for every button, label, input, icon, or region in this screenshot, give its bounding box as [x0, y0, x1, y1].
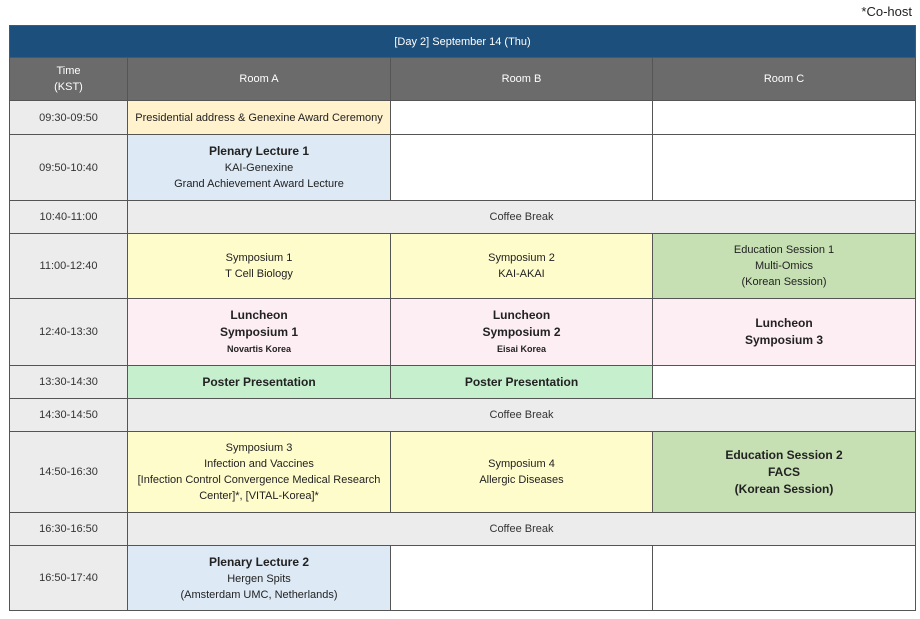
day-title-row: [10, 26, 916, 58]
table-row: [10, 366, 916, 399]
session-cell: Symposium 4 Allergic Diseases: [391, 432, 653, 513]
session-cell: Plenary Lecture 2 Hergen Spits (Amsterdam UMC, Netherlands): [128, 546, 391, 611]
coffee-break-cell: Coffee Break: [128, 513, 916, 546]
session-title: Plenary Lecture 2: [208, 554, 310, 569]
session-cell: Symposium 2 KAI-AKAI: [391, 234, 653, 299]
session-cell: Luncheon Symposium 1 Novartis Korea: [128, 299, 391, 366]
session-cell: Poster Presentation: [391, 366, 653, 399]
time-cell: 12:40-13:30: [10, 299, 128, 366]
header-row: [10, 58, 916, 101]
table-row: [10, 432, 916, 513]
session-title: Plenary Lecture 1: [208, 144, 310, 158]
session-cell: Presidential address & Genexine Award Ceremony: [128, 101, 391, 135]
session-cell: Symposium 3 Infection and Vaccines [Infection Control Convergence Medical Research Center]*, [VITAL-Korea]*: [128, 432, 391, 513]
sponsor-label: Eisai Korea: [496, 344, 547, 354]
time-header: Time (KST): [10, 58, 128, 101]
coffee-break-cell: Coffee Break: [128, 201, 916, 234]
empty-cell: [653, 366, 916, 399]
coffee-break-cell: Coffee Break: [128, 399, 916, 432]
session-cell: Luncheon Symposium 3: [653, 299, 916, 366]
table-row: [10, 399, 916, 432]
empty-cell: [391, 135, 653, 201]
table-row: [10, 101, 916, 135]
time-cell: 14:30-14:50: [10, 399, 128, 432]
time-cell: 13:30-14:30: [10, 366, 128, 399]
cohost-note: *Co-host: [861, 4, 912, 19]
table-row: [10, 299, 916, 366]
time-cell: 09:50-10:40: [10, 135, 128, 201]
session-cell: Poster Presentation: [128, 366, 391, 399]
time-cell: 16:30-16:50: [10, 513, 128, 546]
empty-cell: [653, 546, 916, 611]
session-cell: Plenary Lecture 1 KAI-Genexine Grand Achievement Award Lecture: [128, 135, 391, 201]
time-cell: 10:40-11:00: [10, 201, 128, 234]
time-cell: 14:50-16:30: [10, 432, 128, 513]
room-b-header: Room B: [391, 58, 653, 101]
session-cell: Luncheon Symposium 2 Eisai Korea: [391, 299, 653, 366]
table-row: [10, 513, 916, 546]
session-cell: Education Session 1 Multi-Omics (Korean Session): [653, 234, 916, 299]
sponsor-label: Novartis Korea: [226, 344, 292, 354]
time-cell: 16:50-17:40: [10, 546, 128, 611]
time-cell: 09:30-09:50: [10, 101, 128, 135]
room-c-header: Room C: [653, 58, 916, 101]
empty-cell: [653, 101, 916, 135]
time-cell: 11:00-12:40: [10, 234, 128, 299]
session-cell: Education Session 2 FACS (Korean Session): [653, 432, 916, 513]
table-row: [10, 234, 916, 299]
day-title: [Day 2] September 14 (Thu): [10, 26, 916, 58]
table-row: [10, 546, 916, 611]
empty-cell: [653, 135, 916, 201]
empty-cell: [391, 101, 653, 135]
table-row: [10, 201, 916, 234]
schedule-table: [9, 25, 916, 611]
session-cell: Symposium 1 T Cell Biology: [128, 234, 391, 299]
room-a-header: Room A: [128, 58, 391, 101]
table-row: [10, 135, 916, 201]
empty-cell: [391, 546, 653, 611]
